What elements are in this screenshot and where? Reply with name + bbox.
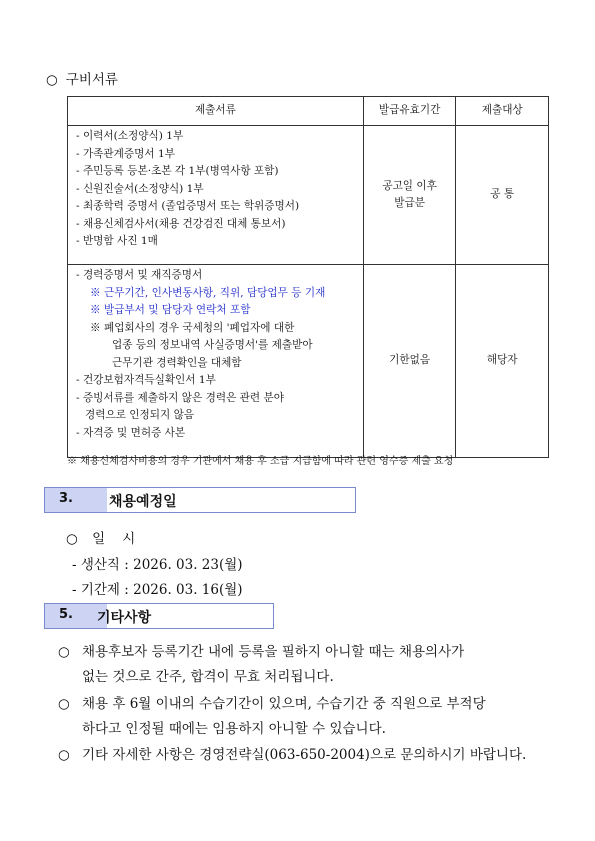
docs-section-title: 구비서류 — [65, 72, 118, 88]
note-line: 채용 후 6월 이내의 수습기간이 있으며, 수습기간 중 직원으로 부적당 — [82, 696, 486, 712]
header-documents: 제출서류 — [68, 97, 364, 126]
header-target: 제출대상 — [456, 97, 549, 126]
list-item: - 경력증명서 및 재직증명서 — [76, 269, 203, 281]
circle-bullet-icon: ○ — [46, 72, 58, 88]
list-item: - 자격증 및 면허증 사본 — [76, 426, 186, 439]
list-item: - 신원진술서(소정양식) 1부 — [76, 182, 204, 195]
career-target-cell: 해당자 — [456, 265, 549, 458]
required-documents-table — [67, 96, 549, 458]
docs-section-heading — [46, 68, 118, 88]
section-3-header — [44, 487, 356, 513]
section-5-number: 5. — [59, 607, 73, 622]
section-5-header — [44, 603, 274, 629]
list-item: - 주민등록 등본·초본 각 1부(병역사항 포함) — [76, 165, 279, 177]
note-line: 없는 것으로 간주, 합격이 무효 처리됩니다. — [82, 669, 334, 685]
note-item: ※ 발급부서 및 담당자 연락처 포함 — [90, 304, 251, 316]
table-header-row — [68, 97, 549, 126]
note-line: 하다고 인정될 때에는 임용하지 아니할 수 있습니다. — [82, 721, 386, 737]
schedule-label: 일 시 — [92, 531, 136, 547]
section-3-title: 채용예정일 — [109, 494, 177, 510]
list-item: - 증빙서류를 제출하지 않은 경력은 관련 분야 — [76, 391, 284, 404]
career-validity-cell: 기한없음 — [363, 265, 456, 458]
contract-start-date: - 기간제 : 2026. 03. 16(월) — [72, 582, 243, 598]
circle-bullet-icon: ○ — [66, 531, 78, 547]
section-5-title: 기타사항 — [97, 610, 152, 626]
list-item: - 반명함 사진 1매 — [76, 235, 158, 247]
note-item: ※ 근무기간, 인사변동사항, 직위, 담당업무 등 기재 — [90, 286, 326, 299]
common-target-cell: 공 통 — [456, 126, 549, 265]
list-item: - 이력서(소정양식) 1부 — [76, 130, 184, 142]
table-row-common — [68, 126, 549, 265]
note-item: ※ 폐업회사의 경우 국세청의 '폐업자에 대한 — [90, 321, 295, 334]
schedule-heading — [66, 527, 135, 547]
list-item: - 가족관계증명서 1부 — [76, 147, 175, 160]
list-item: - 채용신체검사서(채용 건강검진 대체 통보서) — [76, 217, 286, 230]
contact-line: 기타 자세한 사항은 경영전략실(063-650-2004)으로 문의하시기 바랍니다. — [82, 747, 527, 763]
note-item-continued: 업종 등의 정보내역 사실증명서'를 제출받아 — [112, 339, 313, 351]
list-item-continued: 경력으로 인정되지 않음 — [85, 409, 195, 421]
section-3-number: 3. — [59, 491, 73, 506]
career-documents-cell — [68, 265, 364, 458]
note-item-continued: 근무기관 경력확인을 대체함 — [112, 356, 242, 369]
list-item: - 최종학력 증명서 (졸업증명서 또는 학위증명서) — [76, 200, 300, 212]
list-item: - 건강보험자격득실확인서 1부 — [76, 374, 216, 386]
circle-bullet-icon: ○ — [58, 696, 70, 712]
medical-cost-footnote: ※ 채용신체검사비용의 경우 기관에서 채용 후 소급 지급함에 따라 관련 영수증 제출 요청 — [67, 456, 454, 467]
validity-line: 발급분 — [394, 197, 425, 209]
circle-bullet-icon: ○ — [58, 747, 70, 763]
production-start-date: - 생산직 : 2026. 03. 23(월) — [72, 557, 243, 573]
common-validity-cell — [363, 126, 456, 265]
header-validity: 발급유효기간 — [363, 97, 456, 126]
validity-line: 공고일 이후 — [382, 179, 437, 192]
note-line: 채용후보자 등록기간 내에 등록을 필하지 아니할 때는 채용의사가 — [82, 644, 465, 660]
table-row-applicable — [68, 265, 549, 458]
circle-bullet-icon: ○ — [58, 644, 70, 660]
common-documents-cell — [68, 126, 364, 265]
